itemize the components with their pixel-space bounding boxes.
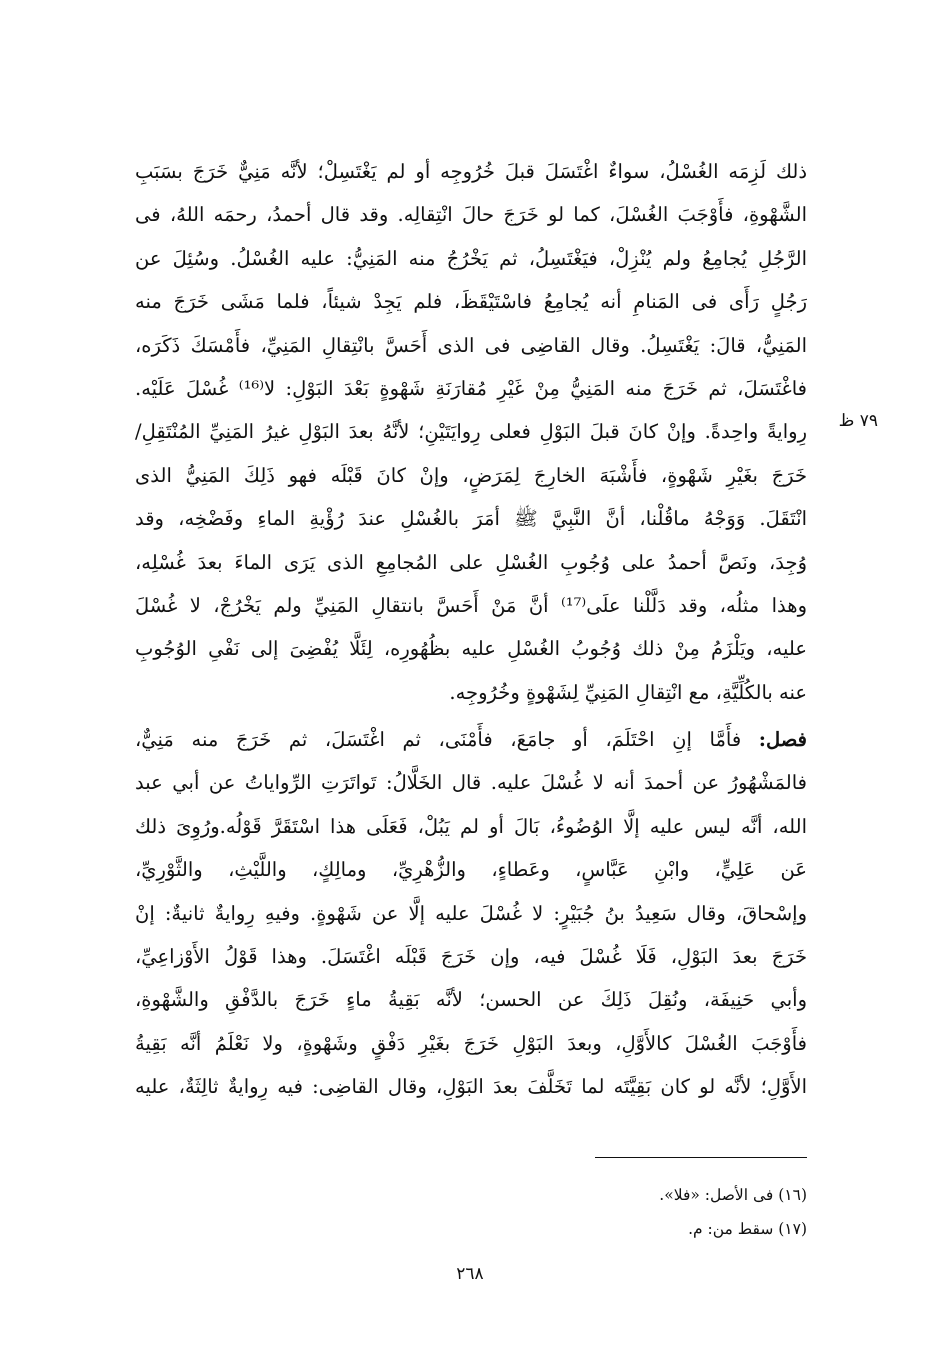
text-line: عليه، ويَلْزَمُ مِنْ ذلك وُجُوبُ الغُسْلِ عليه بظُهُورِه، لِئَلَّا يُفْضِىَ إلى نَفْىِ الوُجُوبِ: [135, 637, 807, 661]
text-line: فالمَشْهُورُ عن أحمدَ أنه لا غُسْلَ عليه. قال الخَلَّالُ: تَواتَرَتِ الرِّواياتُ عن أبي عبد: [135, 771, 807, 795]
text-line: فاغْتَسَلَ، ثم خَرَجَ منه المَنِيُّ مِنْ غَيْرِ مُقارَنَةِ شَهْوةٍ بَعْدَ البَوْلِ: لا⁽¹⁶⁾ غُسْلَ عَلَيْه.: [135, 376, 807, 400]
text-line: الله، أنَّه ليس عليه إلَّا الوُضُوءُ، بَالَ أو لم يَبُلْ، فَعَلَى هذا اسْتَقَرَّ قَوْلُه.ورُوِىَ ذلك: [135, 814, 807, 838]
text-line: عَن عَلِيٍّ، وابْنِ عَبَّاسٍ، وعَطاءٍ، والزُّهْرِيِّ، ومالِكٍ، واللَّيْثِ، والثَّوْرِيِّ،: [135, 858, 807, 882]
text-line: خَرَجَ بعدَ البَوْلِ، فَلَا غُسْلَ فيه، وإن خَرَجَ قَبْلَه اغْتَسَلَ. وهذا قَوْلُ الأَوْزاعِيِّ،: [135, 945, 807, 969]
text-line: وهذا مثلُه، وقد دَلَّلْنا علَى⁽¹⁷⁾ أنَّ مَنْ أَحَسَّ بانتقالِ المَنِيِّ ولم يَخْرُجْ، لا غُسْلَ: [135, 593, 807, 617]
text-line: فأَوْجَبَ الغُسْلَ كالأَوَّلِ، وبعدَ البَوْلِ خَرَجَ بغَيْرِ دَفْقٍ وشَهْوةٍ، ولا نَعْلَمُ أنَّه بَقِيةُ: [135, 1031, 807, 1055]
text-line: وإسْحاقَ، وقال سَعِيدُ بنُ جُبَيْرٍ: لا غُسْلَ عليه إلَّا عن شَهْوةٍ. وفيهِ رِوايةٌ ثانيةٌ: إنْ: [135, 901, 807, 925]
main-text: [135, 150, 807, 1109]
fasl-first-line-text: فأَمَّا إنِ احْتَلَمَ، أو جامَعَ، فأَمْنَى، ثم اغْتَسَلَ، ثم خَرَجَ منه مَنِيٌّ،: [135, 728, 742, 752]
text-line: وأبي حَنِيفَة، ونُقِلَ ذَلِكَ عن الحسن؛ لأنَّه بَقِيةُ ماءٍ خَرَجَ بالدَّفْقِ والشَّهْوةِ،: [135, 988, 807, 1012]
text-line: الشَّهْوةِ، فأَوْجَبَ الغُسْلَ، كما لو خَرَجَ حالَ انْتِقالِه. وقد قال أحمدُ، رحمَه اللهُ، فى: [135, 203, 807, 227]
manuscript-folio-note: ٧٩ ظ: [838, 411, 878, 431]
fasl-first-line: [135, 718, 807, 761]
text-line: رِوايةً واحِدةً. وإنْ كانَ قبلَ البَوْلِ فعلى رِوايَتَيْنِ؛ لأنَّهُ بعدَ البَوْلِ غيرُ المَنِيِّ المُنْتَقِلِ/: [135, 420, 807, 444]
footnotes: [500, 1178, 807, 1246]
fasl-heading: فصل:: [758, 728, 807, 752]
footnote-separator: [595, 1157, 807, 1158]
text-line: ذلك لَزِمَه الغُسْلُ، سواءٌ اغْتَسَلَ قبلَ خُرُوجِه أو لم يَغْتَسِلْ؛ لأنَّه مَنِيٌّ خَرَجَ بسَبَبِ: [135, 160, 807, 183]
footnote: (١٧) سقط من: م.: [688, 1220, 807, 1238]
text-line: وُجِدَ، ونَصَّ أحمدُ على وُجُوبِ الغُسْلِ على المُجامِعِ الذى يَرَى الماءَ بعدَ غُسْلِه،: [135, 550, 807, 574]
text-line: خَرَجَ بغَيْرِ شَهْوةٍ، فأَشْبَهَ الخارِجَ لِمَرَضٍ، وإنْ كانَ قَبْلَه فهو ذَلِكَ المَنِيُّ الذى: [135, 463, 807, 487]
footnote: (١٦) فى الأصل: «فلا».: [659, 1186, 807, 1204]
text-line: الرَّجُلِ يُجامِعُ ولم يُنْزِلْ، فيَغْتَسِلُ، ثم يَخْرُجُ منه المَنِيُّ: عليه الغُسْلُ. وسُئِلَ عن: [135, 246, 807, 270]
text-line: رَجُلٍ رَأَى فى المَنامِ أنه يُجامِعُ فاسْتَيْقَظَ، فلم يَجِدْ شيئاً، فلما مَشَى خَرَجَ منه: [135, 290, 807, 314]
text-line: الأَوَّلِ؛ لأنَّه لو كان بَقِيَّتَه لما تَخَلَّفَ بعدَ البَوْلِ، وقال القاضِى: فيه رِوايةٌ ثالِثَةٌ، عليه: [135, 1075, 807, 1099]
text-line: عنه بالكُلِّيَّةِ، مع انْتِقالِ المَنِيِّ لِشَهْوةٍ وخُرُوجِه.: [449, 680, 807, 704]
text-line: المَنِيُّ، قالَ: يَغْتَسِلُ. وقال القاضِى فى الذى أَحَسَّ بانْتِقالِ المَنِيِّ، فأَمْسَكَ ذَكَرَه،: [135, 333, 807, 357]
text-line: انْتَقَلَ. وَوَجْهُ ماقُلْنا، أنَّ النَّبِيَّ ﷺ أمَرَ بالغُسْلِ عندَ رُؤْيةِ الماءِ وفَضْخِه، وقد: [135, 507, 807, 531]
page-number: ٢٦٨: [456, 1264, 484, 1284]
